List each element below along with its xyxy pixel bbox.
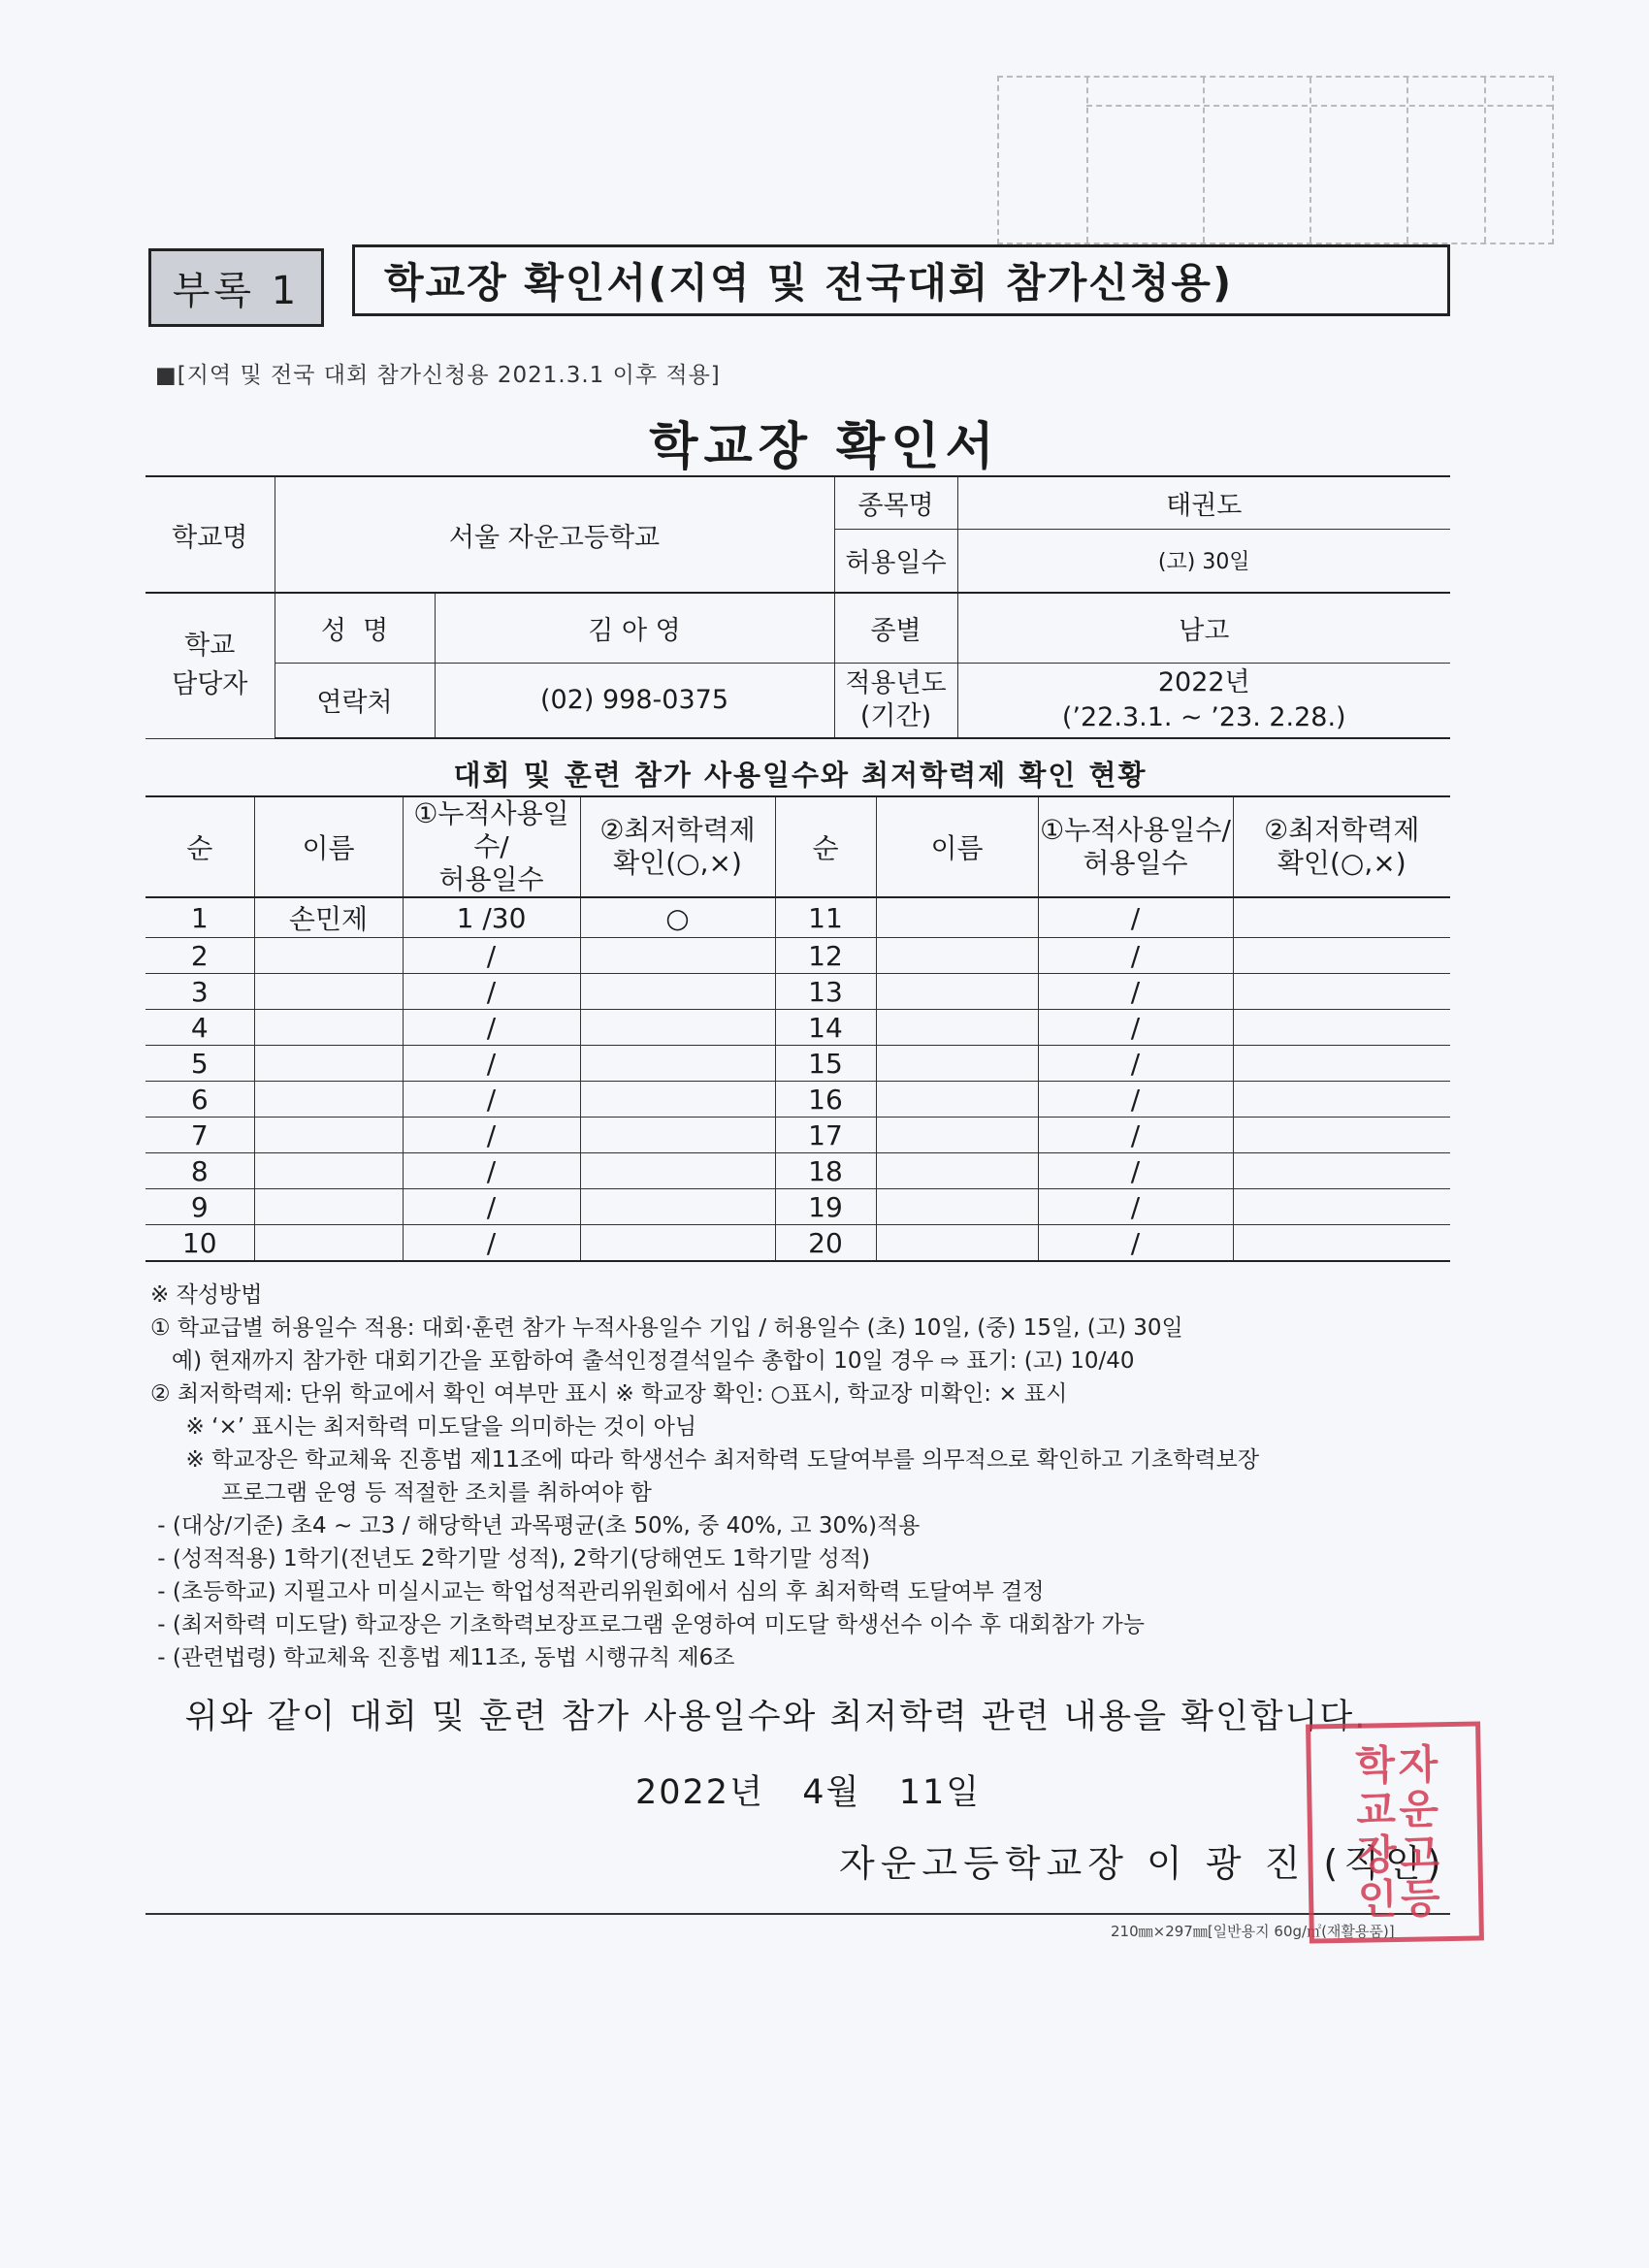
row-check-2 xyxy=(1233,1153,1450,1189)
period-value: (’22.3.1. ~ ’23. 2.28.) xyxy=(1061,701,1346,732)
row-no: 7 xyxy=(146,1118,254,1153)
row-no: 9 xyxy=(146,1189,254,1225)
row-name xyxy=(254,1153,403,1189)
row-check xyxy=(580,1153,775,1189)
instruction-line: - (성적적용) 1학기(전년도 2학기말 성적), 2학기(당해연도 1학기말 성적) xyxy=(150,1546,870,1571)
instruction-line: - (초등학교) 지필고사 미실시교는 학업성적관리위원회에서 심의 후 최저학력 도달여부 결정 xyxy=(150,1579,1045,1604)
row-no: 4 xyxy=(146,1010,254,1046)
contact-label: 연락처 xyxy=(275,663,435,738)
manager-label: 학교 담당자 xyxy=(146,593,275,738)
table-row xyxy=(146,1118,1450,1153)
row-no-2: 14 xyxy=(775,1010,876,1046)
header-name: 이름 xyxy=(254,796,403,897)
allowed-days-label: 허용일수 xyxy=(834,529,957,593)
row-days-2: / xyxy=(1038,1010,1233,1046)
row-days: / xyxy=(403,1118,580,1153)
row-name xyxy=(254,1118,403,1153)
header-no-2: 순 xyxy=(775,796,876,897)
instruction-line: 프로그램 운영 등 적절한 조치를 취하여야 함 xyxy=(150,1480,652,1506)
row-name-2 xyxy=(876,1082,1038,1118)
row-check xyxy=(580,1082,775,1118)
row-no-2: 16 xyxy=(775,1082,876,1118)
table-row xyxy=(146,1189,1450,1225)
row-name: 손민제 xyxy=(254,897,403,938)
allowed-days-value: (고) 30일 xyxy=(957,529,1450,593)
row-name xyxy=(254,974,403,1010)
status-title: 대회 및 훈련 참가 사용일수와 최저학력제 확인 현황 xyxy=(453,759,1148,792)
instruction-line: - (최저학력 미도달) 학교장은 기초학력보장프로그램 운영하여 미도달 학생선수 이수 후 대회참가 가능 xyxy=(150,1612,1145,1637)
row-check-2 xyxy=(1233,1189,1450,1225)
table-row xyxy=(146,1153,1450,1189)
row-check-2 xyxy=(1233,897,1450,938)
row-days-2: / xyxy=(1038,897,1233,938)
row-name xyxy=(254,1046,403,1082)
instruction-line: - (대상/기준) 초4 ~ 고3 / 해당학년 과목평균(초 50%, 중 40%, 고 30%)적용 xyxy=(150,1513,921,1539)
document-title: 학교장 확인서 xyxy=(649,418,1000,476)
row-days: / xyxy=(403,1010,580,1046)
row-check-2 xyxy=(1233,1225,1450,1262)
row-no: 5 xyxy=(146,1046,254,1082)
table-row xyxy=(146,1225,1450,1262)
row-name-2 xyxy=(876,1153,1038,1189)
row-no-2: 11 xyxy=(775,897,876,938)
row-check-2 xyxy=(1233,1118,1450,1153)
row-name xyxy=(254,1010,403,1046)
row-name xyxy=(254,1189,403,1225)
row-name-2 xyxy=(876,974,1038,1010)
issue-date: 2022년 4월 11일 xyxy=(635,1773,982,1812)
row-days: / xyxy=(403,1153,580,1189)
instruction-line: ※ ‘×’ 표시는 최저학력 미도달을 의미하는 것이 아님 xyxy=(150,1414,697,1440)
row-check xyxy=(580,1189,775,1225)
row-check-2 xyxy=(1233,974,1450,1010)
row-days-2: / xyxy=(1038,938,1233,974)
row-no: 8 xyxy=(146,1153,254,1189)
row-no-2: 15 xyxy=(775,1046,876,1082)
row-days: / xyxy=(403,1225,580,1262)
row-days-2: / xyxy=(1038,1189,1233,1225)
confirmation-statement: 위와 같이 대회 및 훈련 참가 사용일수와 최저학력 관련 내용을 확인합니다. xyxy=(184,1698,1368,1736)
header-title: 학교장 확인서(지역 및 전국대회 참가신청용) xyxy=(352,244,1450,316)
paper-spec: 210㎜×297㎜[일반용지 60g/㎡(재활용품)] xyxy=(1111,1923,1395,1940)
row-name-2 xyxy=(876,1225,1038,1262)
row-days-2: / xyxy=(1038,1118,1233,1153)
header-no: 순 xyxy=(146,796,254,897)
applicability-notice: ■[지역 및 전국 대회 참가신청용 2021.3.1 이후 적용] xyxy=(155,363,721,388)
event-value: 태권도 xyxy=(957,476,1450,529)
row-no: 2 xyxy=(146,938,254,974)
row-no: 6 xyxy=(146,1082,254,1118)
table-row xyxy=(146,1082,1450,1118)
header-name-2: 이름 xyxy=(876,796,1038,897)
row-days: 1 /30 xyxy=(403,897,580,938)
year-cell xyxy=(957,663,1450,738)
row-days: / xyxy=(403,938,580,974)
row-check-2 xyxy=(1233,1046,1450,1082)
row-no-2: 20 xyxy=(775,1225,876,1262)
row-no-2: 18 xyxy=(775,1153,876,1189)
row-days: / xyxy=(403,1189,580,1225)
row-check xyxy=(580,1010,775,1046)
row-check: ○ xyxy=(580,897,775,938)
receipt-stamp-box xyxy=(997,76,1554,244)
event-label: 종목명 xyxy=(834,476,957,529)
official-seal xyxy=(1306,1721,1484,1943)
row-name xyxy=(254,1082,403,1118)
gender-value: 남고 xyxy=(957,593,1450,663)
row-days-2: / xyxy=(1038,1153,1233,1189)
row-days-2: / xyxy=(1038,1082,1233,1118)
table-row xyxy=(146,1010,1450,1046)
table-row xyxy=(146,974,1450,1010)
instruction-line: ① 학교급별 허용일수 적용: 대회·훈련 참가 누적사용일수 기입 / 허용일수 (초) 10일, (중) 15일, (고) 30일 xyxy=(150,1315,1183,1341)
row-days-2: / xyxy=(1038,1225,1233,1262)
instruction-line: ② 최저학력제: 단위 학교에서 확인 여부만 표시 ※ 학교장 확인: ○표시, 학교장 미확인: × 표시 xyxy=(150,1381,1068,1407)
table-row xyxy=(146,938,1450,974)
row-check xyxy=(580,974,775,1010)
row-days-2: / xyxy=(1038,974,1233,1010)
row-name-2 xyxy=(876,938,1038,974)
row-name-2 xyxy=(876,1010,1038,1046)
table-row xyxy=(146,897,1450,938)
row-no-2: 19 xyxy=(775,1189,876,1225)
row-name xyxy=(254,938,403,974)
row-check xyxy=(580,938,775,974)
manager-name-value: 김 아 영 xyxy=(435,593,834,663)
row-no: 10 xyxy=(146,1225,254,1262)
header-academic-2: ②최저학력제 확인(○,×) xyxy=(1233,796,1450,897)
row-days: / xyxy=(403,974,580,1010)
row-days: / xyxy=(403,1046,580,1082)
seal-text: 자운고등학교장인 xyxy=(1348,1742,1442,1923)
header-days-2: ①누적사용일수/ 허용일수 xyxy=(1038,796,1233,897)
gender-label: 종별 xyxy=(834,593,957,663)
row-no: 3 xyxy=(146,974,254,1010)
instruction-line: - (관련법령) 학교체육 진흥법 제11조, 동법 시행규칙 제6조 xyxy=(150,1645,735,1670)
row-no-2: 12 xyxy=(775,938,876,974)
row-check xyxy=(580,1046,775,1082)
row-check-2 xyxy=(1233,1010,1450,1046)
contact-value: (02) 998-0375 xyxy=(435,663,834,738)
row-name xyxy=(254,1225,403,1262)
instruction-line: ※ 학교장은 학교체육 진흥법 제11조에 따라 학생선수 최저학력 도달여부를 의무적으로 확인하고 기초학력보장 xyxy=(150,1447,1260,1473)
row-name-2 xyxy=(876,1189,1038,1225)
table-row xyxy=(146,1046,1450,1082)
row-no-2: 13 xyxy=(775,974,876,1010)
instruction-line: 예) 현재까지 참가한 대회기간을 포함하여 출석인정결석일수 총합이 10일 경우 ⇨ 표기: (고) 10/40 xyxy=(150,1348,1135,1374)
manager-name-label: 성 명 xyxy=(275,593,435,663)
row-name-2 xyxy=(876,1118,1038,1153)
school-info-table xyxy=(146,475,1450,739)
year-label: 적용년도 (기간) xyxy=(834,663,957,738)
instruction-line: ※ 작성방법 xyxy=(150,1282,263,1308)
participation-status-table xyxy=(146,795,1450,1262)
row-no: 1 xyxy=(146,897,254,938)
footer-divider xyxy=(146,1913,1450,1915)
row-days-2: / xyxy=(1038,1046,1233,1082)
principal-signature-line: 자운고등학교장 이 광 진 (직인) xyxy=(839,1842,1447,1885)
school-name-value: 서울 자운고등학교 xyxy=(275,476,834,593)
header-days: ①누적사용일수/ 허용일수 xyxy=(403,796,580,897)
header-academic: ②최저학력제 확인(○,×) xyxy=(580,796,775,897)
row-name-2 xyxy=(876,897,1038,938)
school-name-label: 학교명 xyxy=(146,476,275,593)
row-check xyxy=(580,1118,775,1153)
row-check xyxy=(580,1225,775,1262)
appendix-label: 부록 1 xyxy=(148,248,324,327)
row-check-2 xyxy=(1233,938,1450,974)
row-check-2 xyxy=(1233,1082,1450,1118)
writing-instructions xyxy=(150,1279,1259,1674)
row-days: / xyxy=(403,1082,580,1118)
row-name-2 xyxy=(876,1046,1038,1082)
year-value: 2022년 xyxy=(1157,666,1250,697)
row-no-2: 17 xyxy=(775,1118,876,1153)
